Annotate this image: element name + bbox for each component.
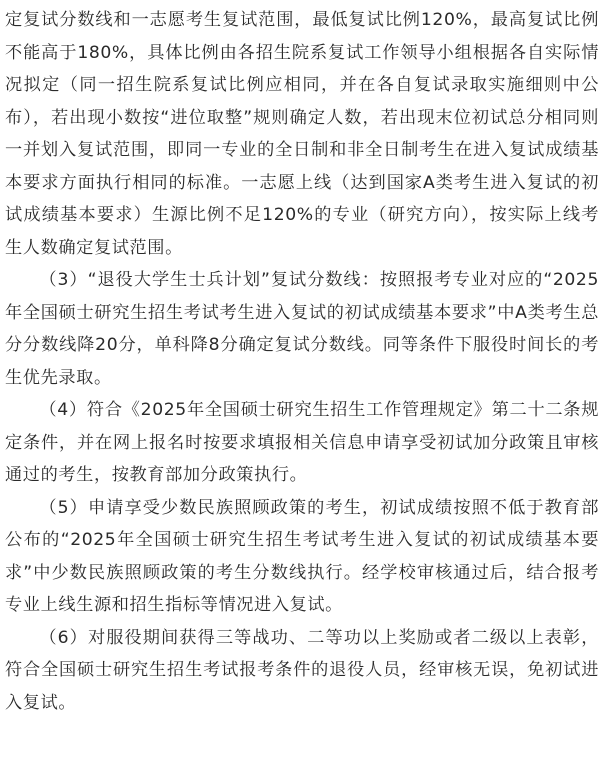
paragraph-item-3-veteran-plan: （3）“退役大学生士兵计划”复试分数线：按照报考专业对应的“2025年全国硕士研究生招生考试考生进入复试的初试成绩基本要求”中A类考生总分分数线降20分，单科降8分确定复试分数线。同等条件下服役时间长的考生优先录取。 (5, 270, 599, 388)
paragraph-item-5-minority-policy: （5）申请享受少数民族照顾政策的考生，初试成绩按照不低于教育部公布的“2025年全国硕士研究生招生考试考生进入复试的初试成绩基本要求”中少数民族照顾政策的考生分数线执行。经学校审核通过后，结合报考专业上线生源和招生指标等情况进入复试。 (5, 497, 599, 615)
document-page (5, 4, 599, 719)
paragraph-item-4-bonus-policy: （4）符合《2025年全国硕士研究生招生工作管理规定》第二十二条规定条件，并在网上报名时按要求填报相关信息申请享受初试加分政策且审核通过的考生，按教育部加分政策执行。 (5, 400, 599, 485)
paragraph-item-6-exemption: （6）对服役期间获得三等战功、二等功以上奖励或者二级以上表彰，符合全国硕士研究生招生考试报考条件的退役人员，经审核无误，免初试进入复试。 (5, 627, 599, 713)
paragraph-retest-range: 定复试分数线和一志愿考生复试范围，最低复试比例120%，最高复试比例不能高于180%，具体比例由各招生院系复试工作领导小组根据各自实际情况拟定（同一招生院系复试比例应相同，并在各自复试录取实施细则中公布），若出现小数按“进位取整”规则确定人数，若出现末位初试总分相同则一并划入复试范围，即同一专业的全日制和非全日制考生在进入复试成绩基本要求方面执行相同的标准。一志愿上线（达到国家A类考生进入复试的初试成绩基本要求）生源比例不足120%的专业（研究方向），按实际上线考生人数确定复试范围。 (5, 10, 599, 258)
